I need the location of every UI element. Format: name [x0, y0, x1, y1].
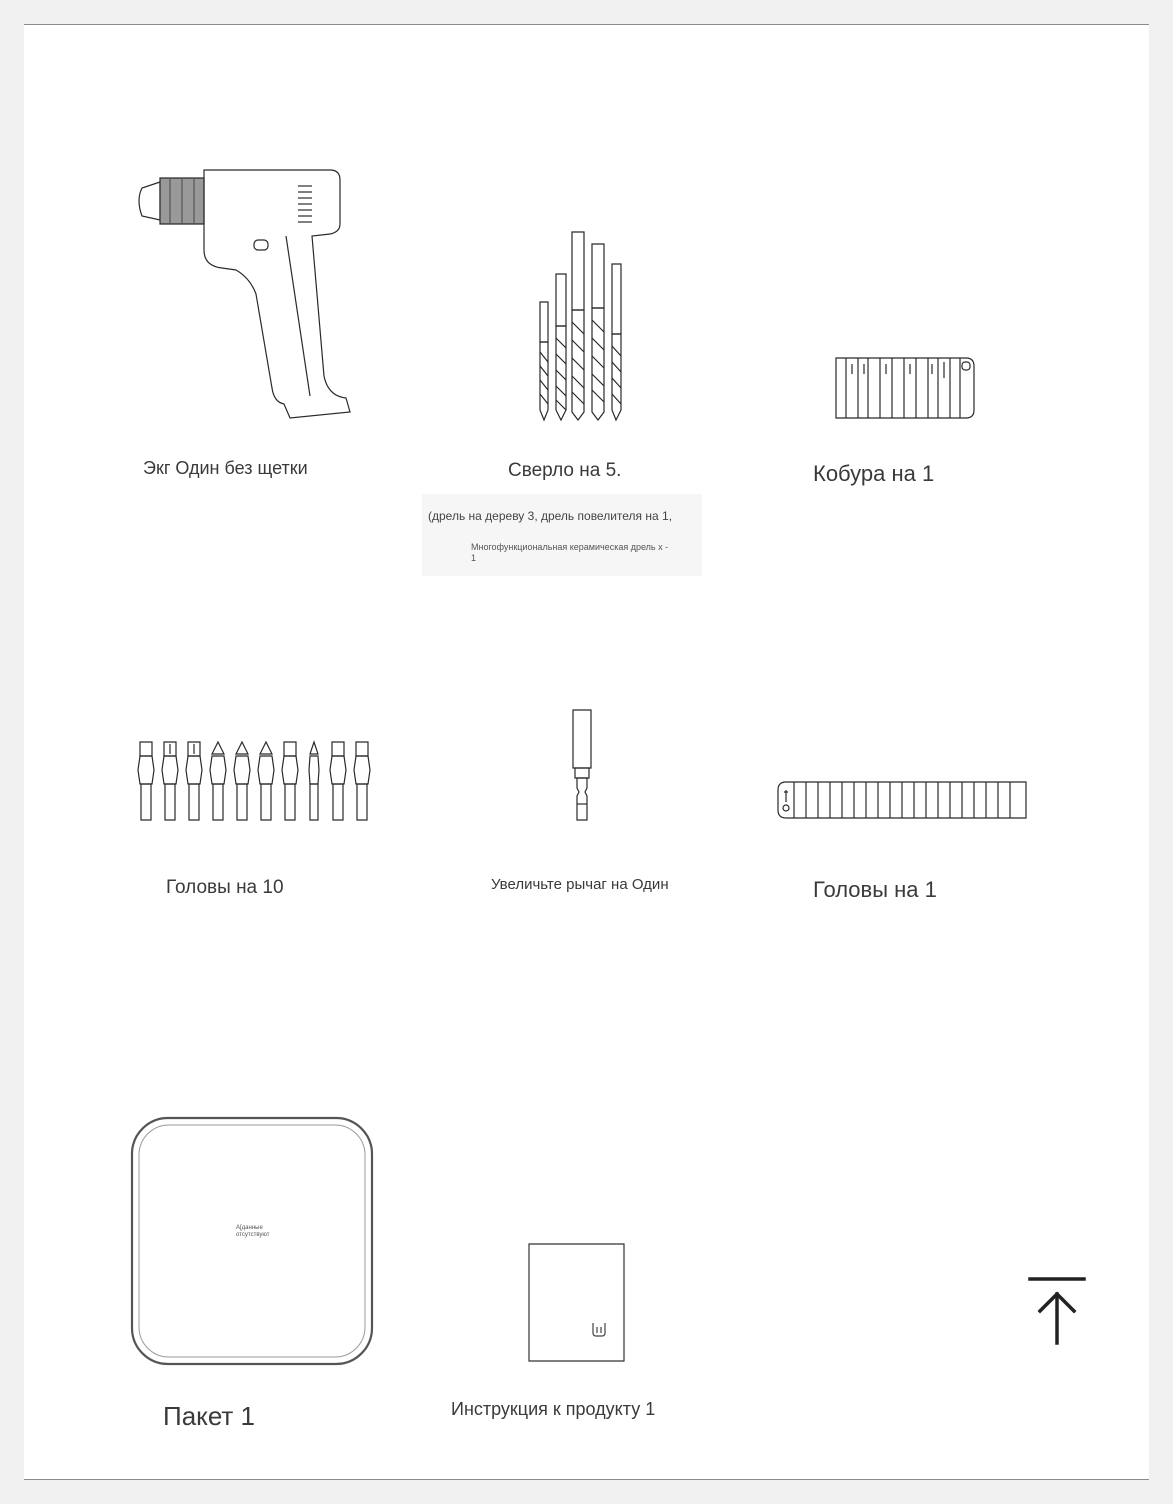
extension-bar-icon: [570, 708, 596, 824]
screwdriver-bits-icon: [136, 740, 372, 824]
storage-case-icon: [130, 1116, 374, 1366]
drill-bits-label: Сверло на 5.: [508, 460, 622, 481]
extension-bar-label: Увеличьте рычаг на Один: [491, 876, 669, 893]
drill-bits-icon: [534, 230, 634, 422]
product-manual-icon: [528, 1243, 626, 1363]
bit-heads-label: Головы на 10: [166, 877, 284, 898]
cordless-drill-icon: [134, 166, 364, 422]
arrow-up-to-top-icon[interactable]: [1026, 1276, 1088, 1348]
case-label: Пакет 1: [163, 1401, 256, 1431]
drill-label: Экг Один без щетки: [143, 458, 308, 478]
drill-bits-note-line2: Многофункциональная керамическая дрель x -: [471, 542, 669, 552]
bit-holster-icon: [834, 356, 976, 420]
holster-label: Кобура на 1: [813, 461, 935, 486]
drill-bits-note-line1: (дрель на дереву 3, дрель повелителя на 1,: [428, 509, 673, 523]
bit-holder-label: Головы на 1: [813, 877, 937, 902]
case-inner-text-line2: отсутствуют: [236, 1232, 270, 1238]
case-inner-text-line1: A[данные: [236, 1225, 263, 1231]
bit-holder-strip-icon: [776, 780, 1028, 820]
drill-bits-note-line3: 1: [471, 553, 477, 563]
manual-label: Инструкция к продукту 1: [451, 1399, 656, 1419]
note-background: [422, 494, 702, 576]
